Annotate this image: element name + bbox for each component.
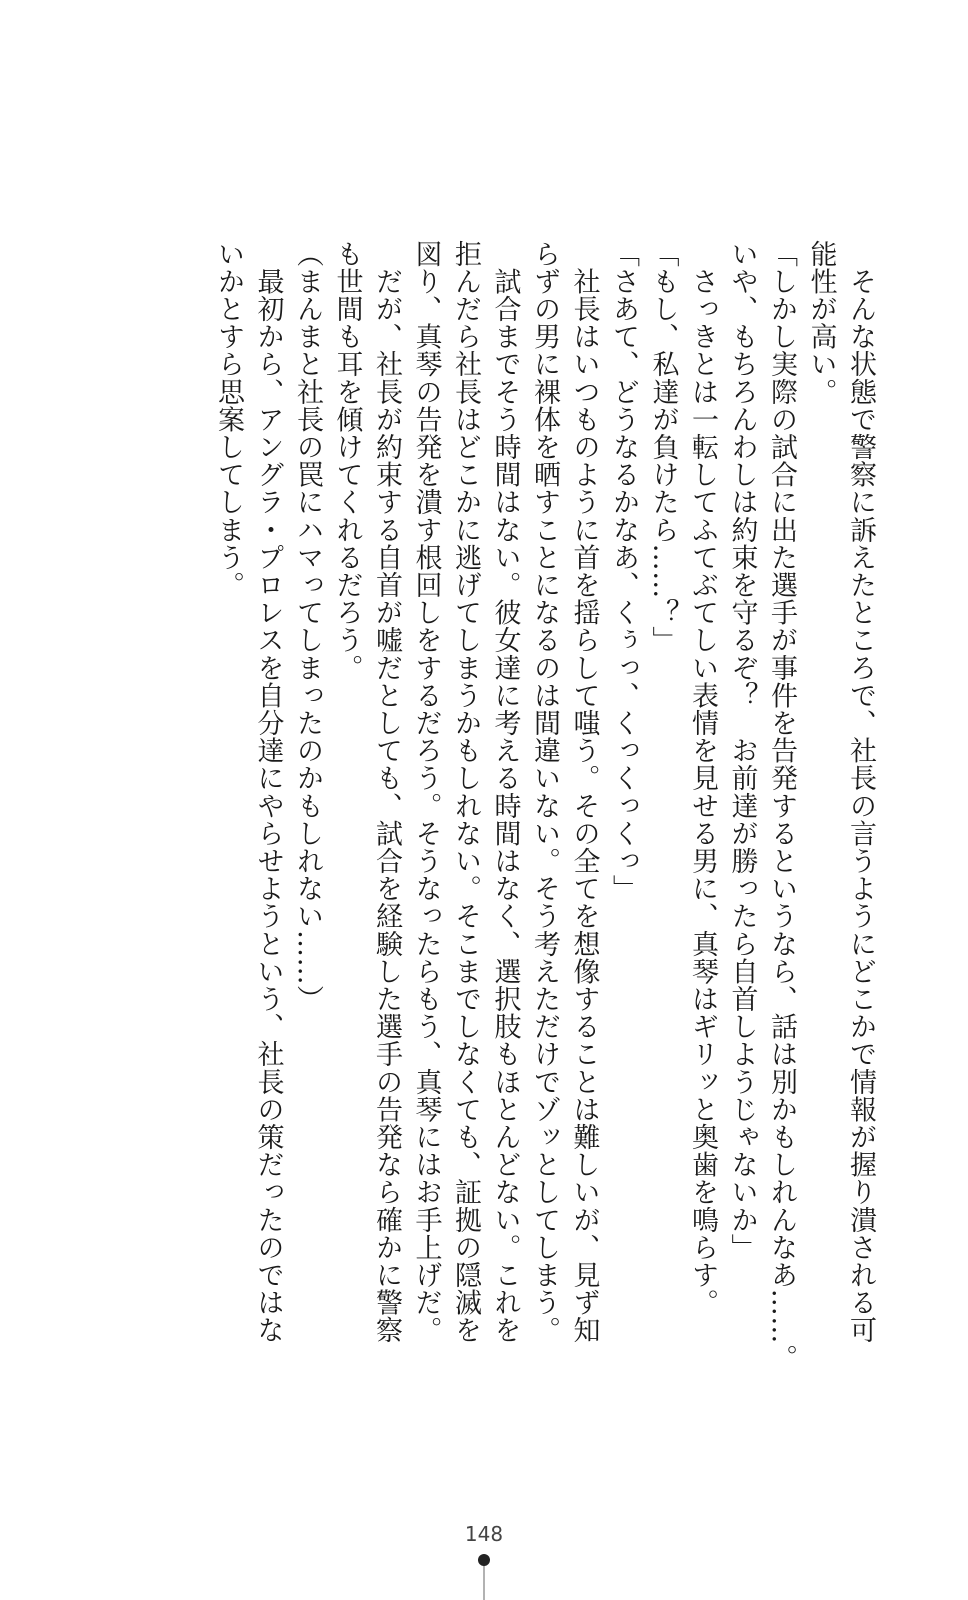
page-number: 148 bbox=[464, 1522, 504, 1546]
text-line: だが、社長が約束する自首が嘘だとしても、試合を経験した選手の告発なら確かに警察 bbox=[371, 240, 402, 1344]
text-line: 「しかし実際の試合に出た選手が事件を告発するというなら、話は別かもしれんなあ……。 bbox=[766, 240, 797, 1372]
text-line: 能性が高い。 bbox=[805, 240, 837, 406]
text-line: 社長はいつものように首を揺らして嗤う。その全てを想像することは難しいが、見ず知 bbox=[568, 240, 600, 1344]
text-line: 拒んだら社長はどこかに逃げてしまうかもしれない。そこまでしなくても、証拠の隠滅を bbox=[450, 240, 481, 1344]
text-line: いや、もちろんわしは約束を守るぞ？ お前達が勝ったら自首しようじゃないか」 bbox=[726, 240, 758, 1262]
text-line: （まんまと社長の罠にハマってしまったのかもしれない……） bbox=[292, 240, 323, 1013]
text-line: 試合までそう時間はない。彼女達に考える時間はなく、選択肢もほとんどない。これを bbox=[489, 240, 521, 1344]
text-line: 「もし、私達が負けたら……？」 bbox=[647, 240, 679, 654]
text-line: そんな状態で警察に訴えたところで、社長の言うようにどこかで情報が握り潰される可 bbox=[845, 240, 876, 1344]
text-line: 図り、真琴の告発を潰す根回しをするだろう。そうなったらもう、真琴にはお手上げだ。 bbox=[410, 240, 442, 1344]
page-marker-icon bbox=[477, 1553, 491, 1600]
page-marker-dot bbox=[478, 1554, 490, 1566]
body-text bbox=[80, 240, 880, 1372]
text-line: も世間も耳を傾けてくれるだろう。 bbox=[331, 240, 363, 682]
text-line: いかとすら思案してしまう。 bbox=[213, 240, 244, 599]
text-line: 最初から、アングラ・プロレスを自分達にやらせようという、社長の策だったのではな bbox=[252, 240, 284, 1344]
text-line: さっきとは一転してふてぶてしい表情を見せる男に、真琴はギリッと奥歯を鳴らす。 bbox=[687, 240, 718, 1317]
text-line: 「さあて、どうなるかなあ、くぅっ、くっくっくっ」 bbox=[608, 240, 639, 903]
text-line: らずの男に裸体を晒すことになるのは間違いない。そう考えただけでゾッとしてしまう。 bbox=[529, 240, 560, 1344]
